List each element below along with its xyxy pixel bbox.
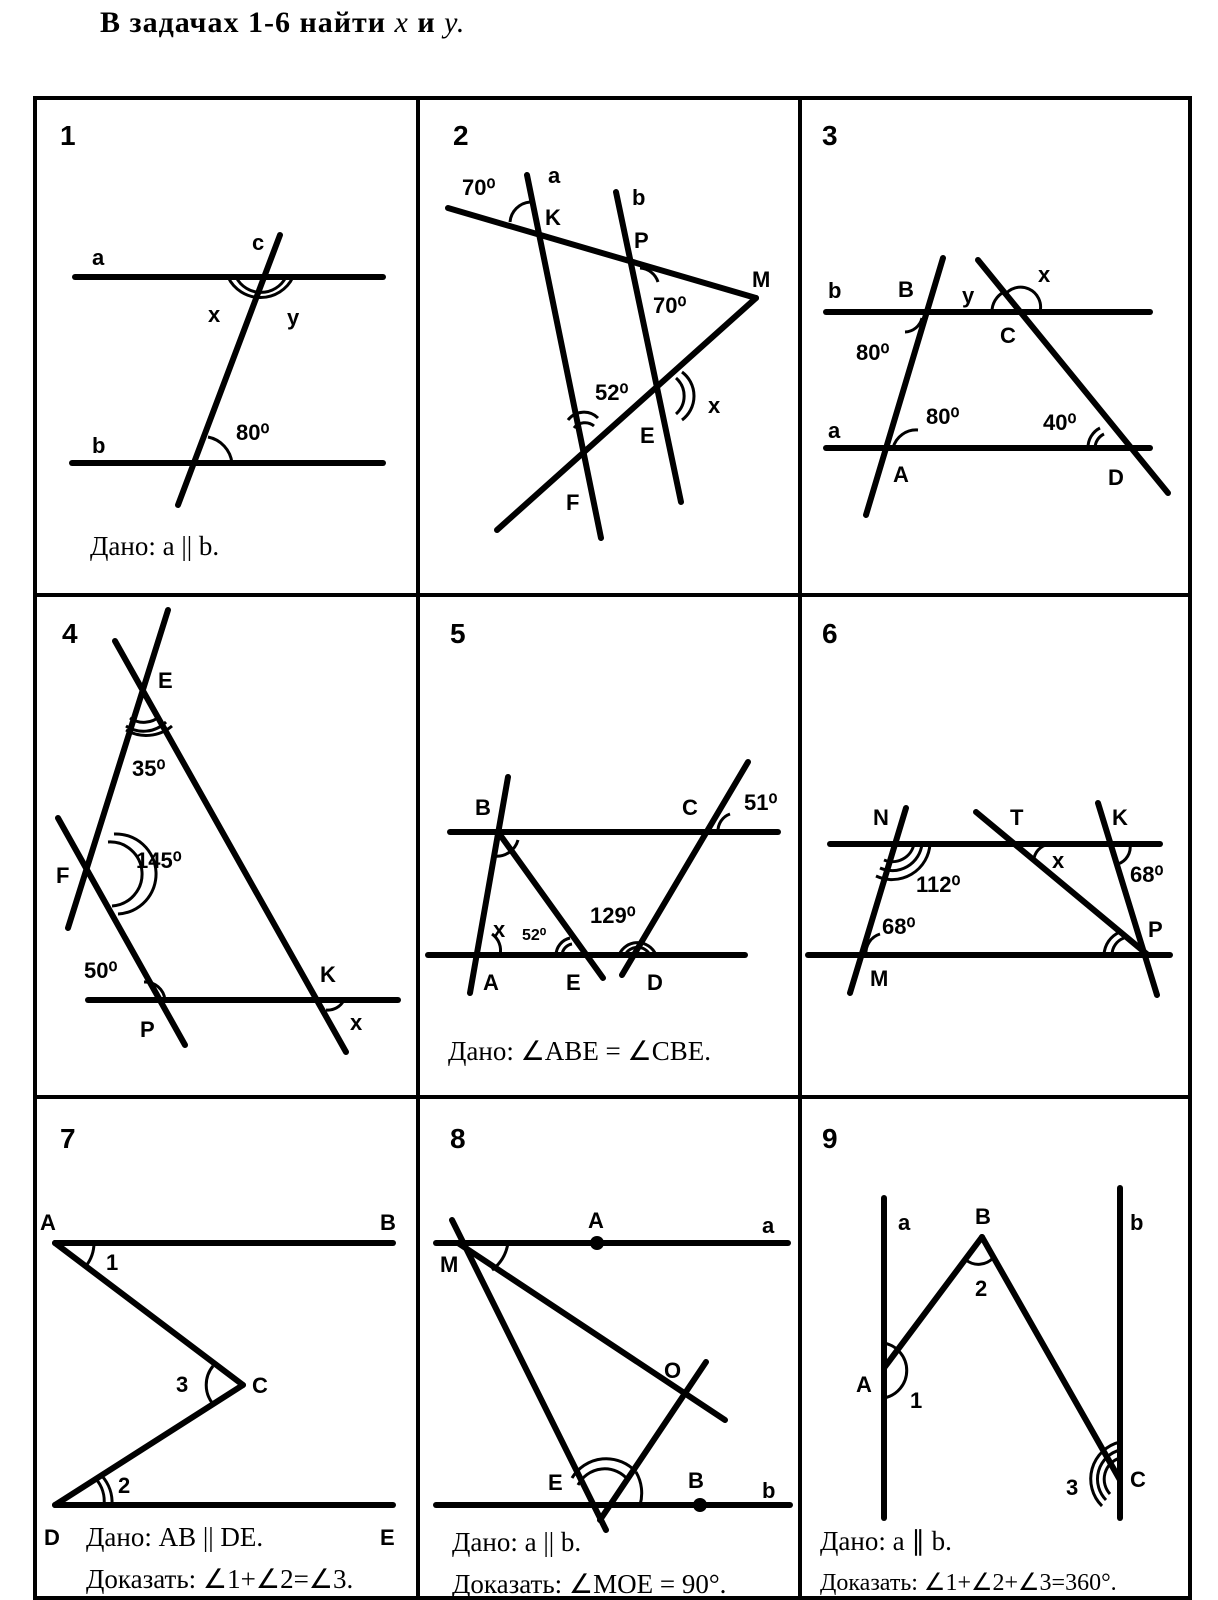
- problem-number: 2: [453, 120, 469, 151]
- label-C: C: [252, 1373, 268, 1398]
- label-x: x: [1038, 262, 1051, 287]
- line-ek: [115, 641, 346, 1052]
- label-1: 1: [106, 1250, 119, 1275]
- problem-2: [448, 120, 770, 538]
- label-P: P: [140, 1017, 155, 1042]
- label-angle-40: 40⁰: [1043, 410, 1077, 435]
- label-b: b: [762, 1478, 776, 1503]
- label-K: K: [1112, 805, 1128, 830]
- label-x: x: [493, 917, 506, 942]
- label-M: M: [752, 267, 771, 292]
- line-kp: [1098, 803, 1157, 995]
- header-var-x: x: [394, 6, 409, 39]
- angle-arc-70-k: [510, 202, 530, 222]
- label-angle-80-a: 80⁰: [856, 340, 890, 365]
- label-a: a: [92, 245, 105, 270]
- label-a: a: [762, 1213, 775, 1238]
- angle-arc-2-b: [96, 1479, 104, 1505]
- problem-3: [822, 120, 1168, 515]
- angle-arc-3: [206, 1366, 213, 1404]
- given-text: Дано: a || b.: [90, 531, 220, 561]
- label-2: 2: [118, 1473, 131, 1498]
- label-M: M: [870, 966, 889, 991]
- prove-text: Доказать: ∠1+∠2=∠3.: [86, 1564, 354, 1594]
- line-ab: [884, 1237, 982, 1368]
- line-cd: [55, 1385, 243, 1505]
- label-B: B: [380, 1210, 396, 1235]
- angle-arc-x-b: [676, 378, 684, 414]
- label-D: D: [647, 970, 663, 995]
- problem-number: 8: [450, 1123, 466, 1154]
- label-P: P: [634, 228, 649, 253]
- label-F: F: [566, 490, 580, 515]
- label-B: B: [975, 1204, 991, 1229]
- label-N: N: [873, 805, 889, 830]
- label-b: b: [1130, 1210, 1144, 1235]
- label-angle-145: 145⁰: [136, 848, 182, 873]
- label-O: O: [664, 1358, 682, 1383]
- label-M: M: [440, 1252, 459, 1277]
- label-angle-68-m: 68⁰: [882, 914, 916, 939]
- problem-number: 4: [62, 618, 78, 649]
- header-conj: и: [417, 6, 436, 39]
- label-angle-80: 80⁰: [236, 420, 270, 445]
- label-x: x: [1052, 848, 1065, 873]
- label-1: 1: [910, 1388, 923, 1413]
- label-E: E: [640, 423, 655, 448]
- problem-number: 7: [60, 1123, 76, 1154]
- label-3: 3: [1066, 1475, 1079, 1500]
- problem-number: 5: [450, 618, 466, 649]
- angle-arc-145-b: [114, 834, 156, 914]
- line-bc: [982, 1237, 1120, 1480]
- problem-number: 1: [60, 120, 76, 151]
- label-A: A: [856, 1372, 872, 1397]
- label-D: D: [1108, 465, 1124, 490]
- label-K: K: [545, 205, 561, 230]
- label-y: y: [962, 283, 975, 308]
- label-B: B: [688, 1468, 704, 1493]
- angle-arc-1: [86, 1243, 94, 1266]
- label-b: b: [92, 433, 106, 458]
- label-angle-80-b: 80⁰: [926, 404, 960, 429]
- line-a: [527, 175, 601, 538]
- label-D: D: [44, 1525, 60, 1550]
- problem-number: 3: [822, 120, 838, 151]
- label-C: C: [1000, 323, 1016, 348]
- header-var-y: y.: [444, 6, 466, 39]
- line-ac: [55, 1243, 243, 1385]
- angle-arc-80: [208, 437, 232, 463]
- label-A: A: [483, 970, 499, 995]
- label-a: a: [548, 163, 561, 188]
- given-text: Дано: ∠ABE = ∠CBE.: [448, 1036, 711, 1066]
- label-E: E: [158, 668, 173, 693]
- angle-arc-e-c: [636, 1472, 642, 1505]
- problem-6: [808, 618, 1170, 995]
- line-me: [452, 1220, 606, 1530]
- label-x: x: [350, 1010, 363, 1035]
- given-text: Дано: a || b.: [452, 1527, 582, 1557]
- problem-5: [428, 618, 778, 1066]
- label-angle-52: 52⁰: [522, 927, 547, 944]
- label-3: 3: [176, 1372, 189, 1397]
- label-B: B: [898, 277, 914, 302]
- given-text: Дано: a ∥ b.: [820, 1526, 952, 1556]
- prove-text: Доказать: ∠MOE = 90°.: [452, 1569, 727, 1599]
- label-angle-70-a: 70⁰: [462, 175, 496, 200]
- label-P: P: [1148, 917, 1163, 942]
- label-angle-51: 51⁰: [744, 790, 778, 815]
- label-K: K: [320, 962, 336, 987]
- point-B: [693, 1498, 707, 1512]
- label-b: b: [828, 278, 842, 303]
- label-E: E: [548, 1470, 563, 1495]
- angle-arc-52-a: [568, 412, 598, 420]
- label-angle-70-b: 70⁰: [653, 293, 687, 318]
- problem-9: [820, 1123, 1146, 1596]
- label-a: a: [828, 418, 841, 443]
- label-C: C: [1130, 1467, 1146, 1492]
- label-E: E: [380, 1525, 395, 1550]
- label-A: A: [40, 1210, 56, 1235]
- label-angle-129: 129⁰: [590, 903, 636, 928]
- label-2: 2: [975, 1276, 988, 1301]
- line-eo: [600, 1362, 706, 1520]
- label-C: C: [682, 795, 698, 820]
- label-x: x: [708, 393, 721, 418]
- label-A: A: [588, 1208, 604, 1233]
- prove-text: Доказать: ∠1+∠2+∠3=360°.: [820, 1570, 1117, 1596]
- label-F: F: [56, 863, 70, 888]
- given-text: Дано: AB || DE.: [86, 1522, 264, 1552]
- point-A: [590, 1236, 604, 1250]
- label-T: T: [1010, 805, 1024, 830]
- label-c: c: [252, 230, 265, 255]
- angle-arc-2: [966, 1258, 993, 1264]
- label-angle-35: 35⁰: [132, 756, 166, 781]
- line-km: [448, 208, 756, 298]
- label-A: A: [893, 462, 909, 487]
- problem-number: 9: [822, 1123, 838, 1154]
- label-b: b: [632, 185, 646, 210]
- problem-number: 6: [822, 618, 838, 649]
- label-angle-112: 112⁰: [916, 872, 961, 897]
- label-x: x: [208, 302, 221, 327]
- label-a: a: [898, 1210, 911, 1235]
- problem-4: [56, 610, 398, 1052]
- label-y: y: [287, 305, 300, 330]
- label-angle-50: 50⁰: [84, 958, 118, 983]
- label-angle-52: 52⁰: [595, 380, 629, 405]
- problem-8: [436, 1123, 790, 1599]
- problem-7: [40, 1123, 396, 1594]
- header-prefix: В задачах 1-6 найти: [100, 6, 387, 39]
- label-B: B: [475, 795, 491, 820]
- label-E: E: [566, 970, 581, 995]
- problem-1: [60, 120, 383, 561]
- label-angle-68-k: 68⁰: [1130, 862, 1164, 887]
